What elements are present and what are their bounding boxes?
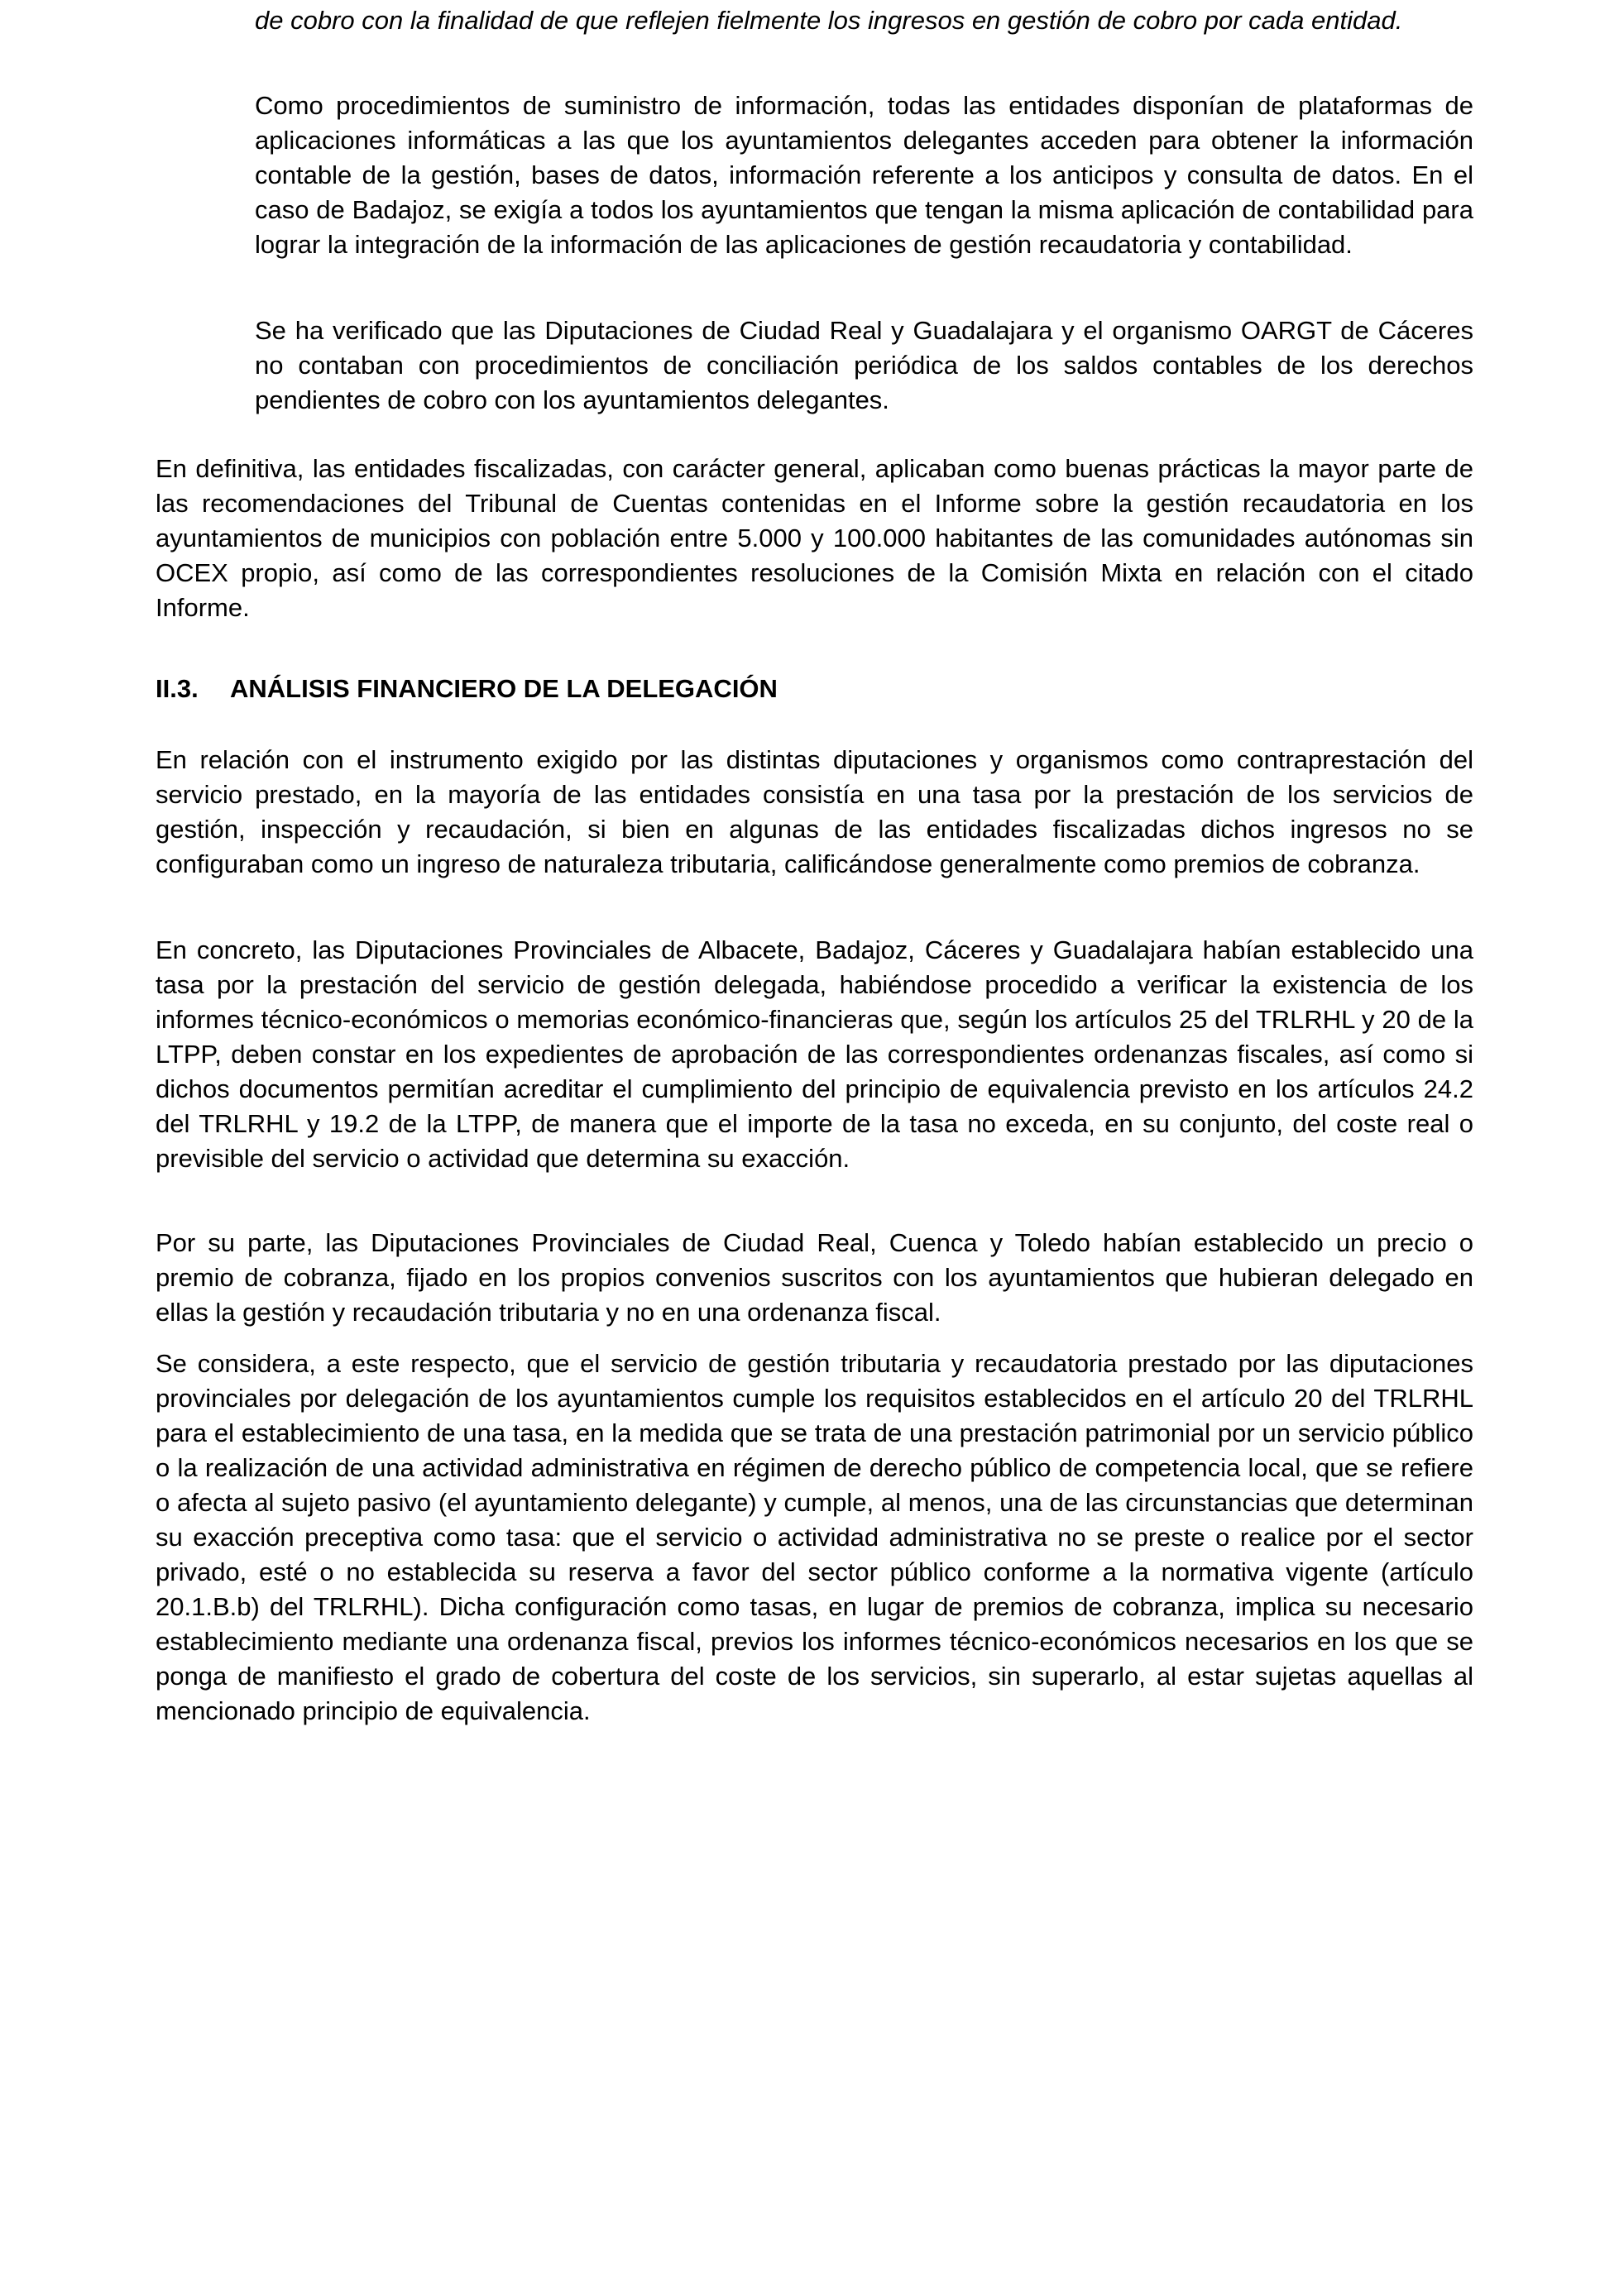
section-title: ANÁLISIS FINANCIERO DE LA DELEGACIÓN: [230, 674, 778, 703]
indented-paragraph-reconciliation: Se ha verificado que las Diputaciones de Ciudad Real y Guadalajara y el organismo OARGT de Cáceres no contaban con procedimientos de conciliación periódica de los saldos contables de los derechos pendientes de cobro con los ayuntamientos delegantes.: [255, 316, 1473, 414]
indented-paragraph-italic-continuation: de cobro con la finalidad de que reflejen fielmente los ingresos en gestión de cobro por cada entidad.: [255, 6, 1403, 35]
section-number: II.3.: [156, 674, 199, 703]
section-paragraph-premio-cobranza: Por su parte, las Diputaciones Provinciales de Ciudad Real, Cuenca y Toledo habían establecido un precio o premio de cobranza, fijado en los propios convenios suscritos con los ayuntamientos que hubieran delegado en ellas la gestión y recaudación tributaria y no en una ordenanza fiscal.: [156, 1228, 1473, 1327]
section-paragraph-consideration: Se considera, a este respecto, que el servicio de gestión tributaria y recaudatoria prestado por las diputaciones provinciales por delegación de los ayuntamientos cumple los requisitos establecidos en el artículo 20 del TRLRHL para el establecimiento de una tasa, en la medida que se trata de una prestación patrimonial por un servicio público o la realización de una actividad administrativa en régimen de derecho público de competencia local, que se refiere o afecta al sujeto pasivo (el ayuntamiento delegante) y cumple, al menos, una de las circunstancias que determinan su exacción preceptiva como tasa: que el servicio o actividad administrativa no se preste o realice por el sector privado, esté o no establecida su reserva a favor del sector público conforme a la normativa vigente (artículo 20.1.B.b) del TRLRHL). Dicha configuración como tasas, en lugar de premios de cobranza, implica su necesario establecimiento mediante una ordenanza fiscal, previos los informes técnico-económicos necesarios en los que se ponga de manifiesto el grado de cobertura del coste de los servicios, sin superarlo, al estar sujetas aquellas al mencionado principio de equivalencia.: [156, 1349, 1473, 1725]
section-paragraph-instrument: En relación con el instrumento exigido por las distintas diputaciones y organismos como contraprestación del servicio prestado, en la mayoría de las entidades consistía en una tasa por la prestación de los servicios de gestión, inspección y recaudación, si bien en algunas de las entidades fiscalizadas dichos ingresos no se configuraban como un ingreso de naturaleza tributaria, calificándose generalmente como premios de cobranza.: [156, 745, 1473, 878]
indented-paragraph-information-supply: Como procedimientos de suministro de información, todas las entidades disponían de plataformas de aplicaciones informáticas a las que los ayuntamientos delegantes acceden para obtener la información contable de la gestión, bases de datos, información referente a los anticipos y consulta de datos. En el caso de Badajoz, se exigía a todos los ayuntamientos que tengan la misma aplicación de contabilidad para lograr la integración de la información de las aplicaciones de gestión recaudatoria y contabilidad.: [255, 91, 1473, 259]
section-heading: [156, 672, 778, 706]
section-paragraph-tasa-provinces: En concreto, las Diputaciones Provinciales de Albacete, Badajoz, Cáceres y Guadalajara habían establecido una tasa por la prestación del servicio de gestión delegada, habiéndose procedido a verificar la existencia de los informes técnico-económicos o memorias económico-financieras que, según los artículos 25 del TRLRHL y 20 de la LTPP, deben constar en los expedientes de aprobación de las correspondientes ordenanzas fiscales, así como si dichos documentos permitían acreditar el cumplimiento del principio de equivalencia previsto en los artículos 24.2 del TRLRHL y 19.2 de la LTPP, de manera que el importe de la tasa no exceda, en su conjunto, del coste real o previsible del servicio o actividad que determina su exacción.: [156, 935, 1473, 1173]
conclusion-paragraph: En definitiva, las entidades fiscalizadas, con carácter general, aplicaban como buenas prácticas la mayor parte de las recomendaciones del Tribunal de Cuentas contenidas en el Informe sobre la gestión recaudatoria en los ayuntamientos de municipios con población entre 5.000 y 100.000 habitantes de las comunidades autónomas sin OCEX propio, así como de las correspondientes resoluciones de la Comisión Mixta en relación con el citado Informe.: [156, 454, 1473, 622]
